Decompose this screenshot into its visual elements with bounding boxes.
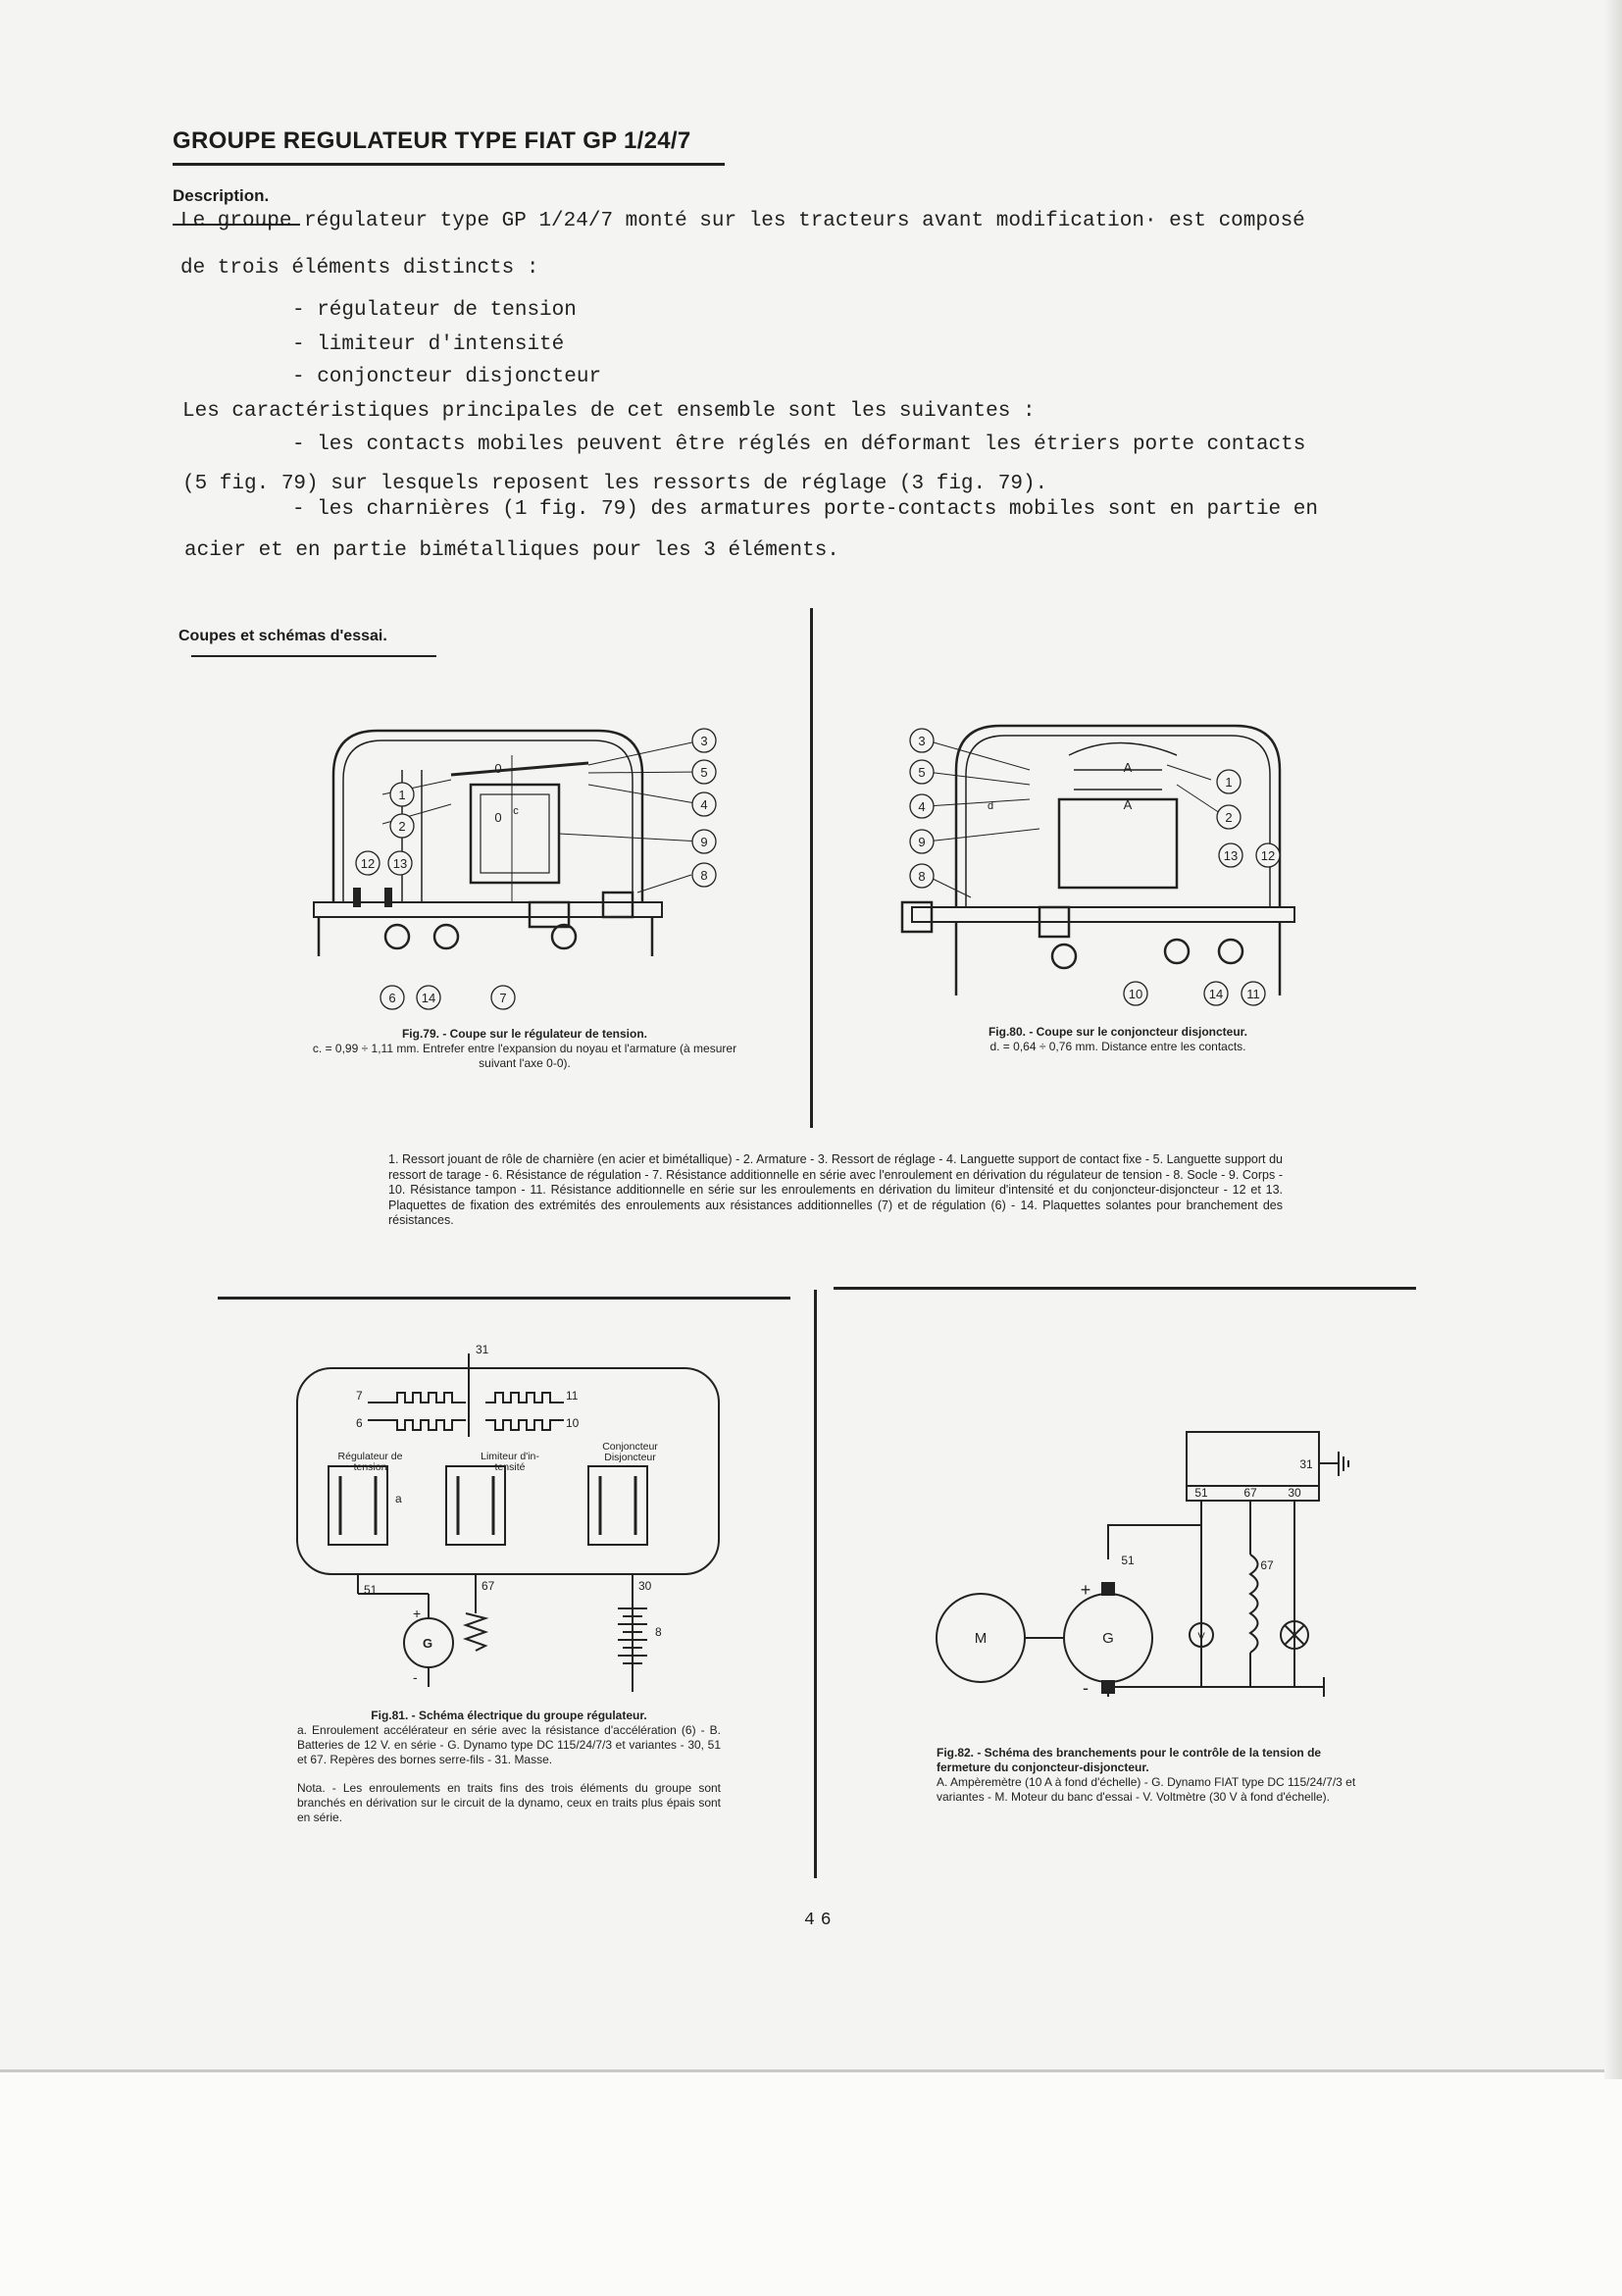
fig80-mark: 2 [1225,810,1233,825]
fig79-mark: 9 [700,835,708,849]
fig79-label: Fig.79. - Coupe sur le régulateur de tension. [401,1027,648,1041]
fig82-label: G [1102,1630,1114,1647]
fig79-letter: 0 [494,810,502,825]
fig81-text: a. Enroulement accélérateur en série avec la résistance d'accélération (6) - B. Batteries de 12 V. en série - G. Dynamo type DC 115/24/7/3 et variantes - 30, 51 et 67. Repères des bornes serre-fils - 31. Masse. [297,1723,721,1766]
description-line: (5 fig. 79) sur lesquels reposent les ressorts de réglage (3 fig. 79). [182,473,1048,495]
fig80-callouts [883,711,1314,1025]
fig80-mark: 11 [1246,987,1260,1001]
divider-horizontal-right [834,1287,1416,1290]
fig79-caption [304,1027,745,1071]
fig80-mark: 9 [918,835,926,849]
description-line: - les contacts mobiles peuvent être réglés en déformant les étriers porte contacts [292,434,1306,456]
fig80-mark: 10 [1128,987,1143,1001]
fig80-mark: 13 [1223,848,1239,863]
fig80-text: d. = 0,64 ÷ 0,76 mm. Distance entre les contacts. [989,1040,1246,1053]
fig80-label: Fig.80. - Coupe sur le conjoncteur disjoncteur. [988,1025,1248,1039]
fig80-mark: 3 [918,734,926,748]
fig81-schematic [289,1339,760,1711]
divider-horizontal-left [218,1297,790,1300]
fig79-letter: c [513,805,519,817]
fig80-letter: A [1123,760,1133,775]
fig82-label: - [1083,1678,1089,1698]
fig82-schematic [932,1427,1383,1721]
fig80-letter: A [1123,797,1133,812]
fig79-letter: 0 [494,761,502,776]
fig82-title: Fig.82. - Schéma des branchements pour le contrôle de la tension de fermeture du conjoncteur-disjoncteur. [937,1746,1322,1774]
fig79-mark: 13 [392,856,408,871]
fig82-label: 51 [1194,1486,1208,1500]
fig82-label: M [974,1630,988,1647]
fig81-label: a [395,1492,402,1505]
fig79-mark: 4 [700,797,708,812]
fig82-text: A. Ampèremètre (10 A à fond d'échelle) - G. Dynamo FIAT type DC 115/24/7/3 et variantes - M. Moteur du banc d'essai - V. Voltmètre (30 V à fond d'échelle). [937,1775,1356,1804]
fig81-label: - [413,1669,418,1685]
fig79-mark: 1 [398,788,406,802]
fig81-label: 7 [356,1389,363,1403]
fig81-nota: Nota. - Les enroulements en traits fins des trois éléments du groupe sont branchés en dérivation sur le circuit de la dynamo, ceux en traits plus épais sont en série. [297,1781,721,1824]
description-line: de trois éléments distincts : [180,257,539,280]
fig79-mark: 3 [700,734,708,748]
fig79-mark: 2 [398,819,406,834]
fig80-mark: 5 [918,765,926,780]
fig80-mark: 8 [918,869,926,884]
description-line: acier et en partie bimétalliques pour les 3 éléments. [184,539,839,562]
fig81-label-lim: Limiteur d'in-tensité [481,1451,539,1473]
fig80-mark: 14 [1208,987,1224,1001]
fig82-label: 31 [1299,1457,1313,1471]
fig79-mark: 7 [499,991,507,1005]
fig82-label: 67 [1260,1558,1274,1572]
page-number: 46 [804,1911,837,1930]
fig82-label: V [1197,1631,1205,1643]
description-line: - les charnières (1 fig. 79) des armatures porte-contacts mobiles sont en partie en [292,498,1318,521]
fig80-mark: 4 [918,799,926,814]
fig79-mark: 14 [421,991,436,1005]
fig80-mark: 12 [1260,848,1276,863]
section-heading-rule [191,655,436,657]
fig79-mark: 12 [360,856,376,871]
fig81-label: 51 [364,1583,378,1597]
fig81-label: 10 [566,1416,580,1430]
description-item: - conjoncteur disjoncteur [292,366,602,388]
section-heading: Coupes et schémas d'essai. [178,628,387,644]
description-item: - régulateur de tension [292,299,577,322]
fig81-label: G [423,1636,433,1651]
page-bottom-margin [0,2069,1622,2296]
fig82-label: 67 [1243,1486,1257,1500]
divider-vertical-bottom [814,1290,817,1878]
fig82-caption [937,1746,1360,1805]
fig81-label: 6 [356,1416,363,1430]
title-underline [173,163,725,166]
fig81-caption [297,1709,721,1825]
fig82-label: 30 [1288,1486,1301,1500]
fig79-mark: 6 [388,991,396,1005]
fig79-callouts [304,716,735,1020]
description-line: Les caractéristiques principales de cet ensemble sont les suivantes : [182,400,1036,423]
fig82-label: 51 [1121,1554,1135,1567]
fig81-label: 67 [482,1579,495,1593]
page-fold [1604,0,1622,2079]
fig81-label: 11 [566,1389,579,1403]
fig80-caption [912,1025,1324,1054]
page-title: GROUPE REGULATEUR TYPE FIAT GP 1/24/7 [173,128,691,154]
fig81-label: + [413,1606,422,1621]
fig81-title: Fig.81. - Schéma électrique du groupe régulateur. [371,1709,647,1722]
fig82-label: + [1080,1580,1091,1600]
fig81-label-conj: Conjoncteur Disjoncteur [602,1441,658,1463]
parts-legend: 1. Ressort jouant de rôle de charnière (en acier et bimétallique) - 2. Armature - 3. Ressort de réglage - 4. Languette support de contact fixe - 5. Languette support du ressort de tarage - 6. Résistance de régulation - 7. Résistance additionnelle en série avec l'enroulement en dérivation du régulateur de tension - 8. Socle - 9. Corps - 10. Résistance tampon - 11. Résistance additionnelle en série sur les enroulements en dérivation du limiteur d'intensité et du conjoncteur-disjoncteur - 12 et 13. Plaquettes de fixation des extrémités des enroulements aux résistances additionnelles (7) et de régulation (6) - 14. Plaquettes solantes pour branchement des résistances. [388,1152,1283,1227]
fig81-label: 30 [638,1579,652,1593]
description-heading: Description. [173,186,270,205]
fig79-text: c. = 0,99 ÷ 1,11 mm. Entrefer entre l'expansion du noyau et l'armature (à mesurer suivant l'axe 0-0). [312,1042,737,1070]
description-line: Le groupe régulateur type GP 1/24/7 monté sur les tracteurs avant modification· est composé [180,210,1305,232]
divider-vertical-top [810,608,813,1128]
fig79-mark: 8 [700,868,708,883]
description-item: - limiteur d'intensité [292,333,565,356]
fig80-letter: d [987,800,994,812]
fig81-label: 31 [476,1343,489,1356]
fig79-mark: 5 [700,765,708,780]
fig81-label: 8 [655,1625,662,1639]
fig80-mark: 1 [1225,775,1233,790]
fig81-label-reg: Régulateur de tension [337,1451,403,1473]
